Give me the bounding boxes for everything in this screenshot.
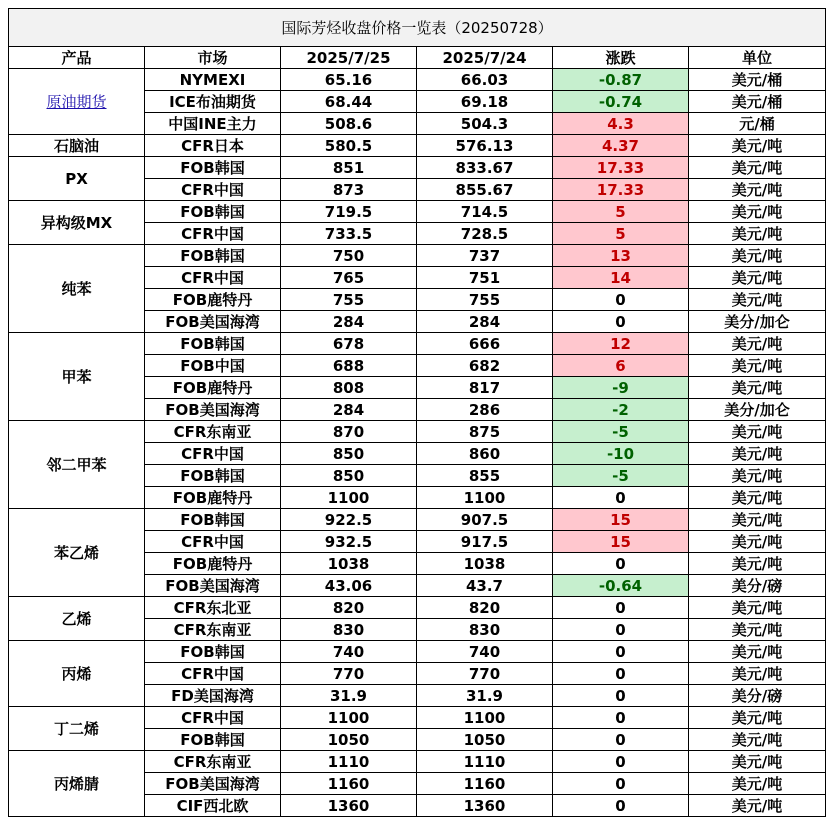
price-cell-1: 508.6: [281, 113, 417, 135]
table-title: 国际芳烃收盘价格一览表（20250728）: [9, 9, 826, 47]
unit-cell: 美元/吨: [689, 641, 826, 663]
price-cell-1: 808: [281, 377, 417, 399]
market-cell: FOB鹿特丹: [145, 289, 281, 311]
price-cell-1: 31.9: [281, 685, 417, 707]
price-cell-2: 69.18: [417, 91, 553, 113]
price-cell-2: 1110: [417, 751, 553, 773]
price-cell-2: 504.3: [417, 113, 553, 135]
unit-cell: 美元/吨: [689, 509, 826, 531]
change-cell: 0: [553, 487, 689, 509]
unit-cell: 美元/吨: [689, 729, 826, 751]
unit-cell: 美元/桶: [689, 69, 826, 91]
price-cell-1: 755: [281, 289, 417, 311]
unit-cell: 美元/吨: [689, 223, 826, 245]
product-cell[interactable]: [9, 69, 145, 135]
price-cell-1: 850: [281, 443, 417, 465]
unit-cell: 美元/吨: [689, 465, 826, 487]
product-cell: 丙烯: [9, 641, 145, 707]
price-table: [8, 8, 826, 817]
unit-cell: 美元/吨: [689, 355, 826, 377]
market-cell: FOB韩国: [145, 641, 281, 663]
change-cell: 14: [553, 267, 689, 289]
header-product: 产品: [9, 47, 145, 69]
market-cell: FD美国海湾: [145, 685, 281, 707]
price-cell-2: 1038: [417, 553, 553, 575]
unit-cell: 美元/吨: [689, 333, 826, 355]
price-cell-1: 870: [281, 421, 417, 443]
market-cell: CFR中国: [145, 443, 281, 465]
change-cell: 0: [553, 685, 689, 707]
header-date-2: 2025/7/24: [417, 47, 553, 69]
unit-cell: 美元/吨: [689, 553, 826, 575]
price-cell-1: 922.5: [281, 509, 417, 531]
change-cell: -0.74: [553, 91, 689, 113]
table-row: [9, 135, 826, 157]
market-cell: FOB美国海湾: [145, 575, 281, 597]
unit-cell: 元/桶: [689, 113, 826, 135]
change-cell: 5: [553, 201, 689, 223]
unit-cell: 美元/吨: [689, 773, 826, 795]
price-cell-2: 286: [417, 399, 553, 421]
change-cell: 0: [553, 619, 689, 641]
unit-cell: 美元/吨: [689, 289, 826, 311]
price-cell-2: 830: [417, 619, 553, 641]
change-cell: 0: [553, 289, 689, 311]
unit-cell: 美元/吨: [689, 751, 826, 773]
product-cell: 石脑油: [9, 135, 145, 157]
price-cell-1: 1100: [281, 487, 417, 509]
price-cell-2: 66.03: [417, 69, 553, 91]
change-cell: 12: [553, 333, 689, 355]
header-unit: 单位: [689, 47, 826, 69]
table-row: [9, 707, 826, 729]
price-cell-2: 284: [417, 311, 553, 333]
change-cell: 17.33: [553, 179, 689, 201]
market-cell: FOB韩国: [145, 509, 281, 531]
unit-cell: 美元/吨: [689, 487, 826, 509]
product-cell: 苯乙烯: [9, 509, 145, 597]
price-cell-1: 1038: [281, 553, 417, 575]
price-cell-1: 68.44: [281, 91, 417, 113]
unit-cell: 美元/吨: [689, 443, 826, 465]
unit-cell: 美元/吨: [689, 421, 826, 443]
price-cell-2: 43.7: [417, 575, 553, 597]
unit-cell: 美元/吨: [689, 179, 826, 201]
unit-cell: 美分/磅: [689, 575, 826, 597]
table-row: [9, 201, 826, 223]
price-cell-1: 284: [281, 399, 417, 421]
price-cell-2: 1100: [417, 707, 553, 729]
market-cell: CFR东南亚: [145, 421, 281, 443]
change-cell: -2: [553, 399, 689, 421]
change-cell: 17.33: [553, 157, 689, 179]
price-cell-1: 688: [281, 355, 417, 377]
change-cell: -10: [553, 443, 689, 465]
market-cell: CFR中国: [145, 663, 281, 685]
change-cell: 0: [553, 553, 689, 575]
price-cell-2: 820: [417, 597, 553, 619]
table-row: [9, 245, 826, 267]
price-cell-1: 850: [281, 465, 417, 487]
change-cell: 0: [553, 597, 689, 619]
price-cell-2: 1050: [417, 729, 553, 751]
price-cell-1: 284: [281, 311, 417, 333]
price-cell-2: 917.5: [417, 531, 553, 553]
market-cell: FOB韩国: [145, 729, 281, 751]
price-cell-2: 751: [417, 267, 553, 289]
price-cell-2: 740: [417, 641, 553, 663]
change-cell: 0: [553, 663, 689, 685]
price-cell-1: 770: [281, 663, 417, 685]
market-cell: CFR东北亚: [145, 597, 281, 619]
price-cell-2: 833.67: [417, 157, 553, 179]
change-cell: -5: [553, 421, 689, 443]
market-cell: CFR中国: [145, 531, 281, 553]
unit-cell: 美元/吨: [689, 795, 826, 817]
unit-cell: 美分/加仑: [689, 311, 826, 333]
change-cell: 0: [553, 707, 689, 729]
price-cell-1: 580.5: [281, 135, 417, 157]
price-cell-1: 820: [281, 597, 417, 619]
product-cell: 甲苯: [9, 333, 145, 421]
change-cell: -9: [553, 377, 689, 399]
change-cell: 5: [553, 223, 689, 245]
product-cell: 乙烯: [9, 597, 145, 641]
price-cell-2: 31.9: [417, 685, 553, 707]
header-row: [9, 47, 826, 69]
price-cell-1: 719.5: [281, 201, 417, 223]
unit-cell: 美元/吨: [689, 201, 826, 223]
change-cell: 0: [553, 773, 689, 795]
price-cell-1: 851: [281, 157, 417, 179]
change-cell: 0: [553, 311, 689, 333]
table-row: [9, 421, 826, 443]
unit-cell: 美元/吨: [689, 157, 826, 179]
unit-cell: 美元/吨: [689, 135, 826, 157]
price-cell-1: 740: [281, 641, 417, 663]
market-cell: CFR中国: [145, 223, 281, 245]
price-cell-1: 1050: [281, 729, 417, 751]
header-date-1: 2025/7/25: [281, 47, 417, 69]
price-cell-2: 770: [417, 663, 553, 685]
market-cell: 中国INE主力: [145, 113, 281, 135]
price-cell-2: 875: [417, 421, 553, 443]
market-cell: CFR日本: [145, 135, 281, 157]
market-cell: CFR中国: [145, 267, 281, 289]
unit-cell: 美元/吨: [689, 377, 826, 399]
price-cell-2: 576.13: [417, 135, 553, 157]
price-cell-1: 873: [281, 179, 417, 201]
change-cell: 0: [553, 641, 689, 663]
unit-cell: 美元/吨: [689, 597, 826, 619]
change-cell: 15: [553, 531, 689, 553]
price-cell-2: 860: [417, 443, 553, 465]
price-cell-1: 1110: [281, 751, 417, 773]
market-cell: CIF西北欧: [145, 795, 281, 817]
market-cell: CFR中国: [145, 707, 281, 729]
price-cell-1: 43.06: [281, 575, 417, 597]
market-cell: FOB鹿特丹: [145, 487, 281, 509]
market-cell: FOB美国海湾: [145, 773, 281, 795]
price-cell-2: 755: [417, 289, 553, 311]
market-cell: CFR中国: [145, 179, 281, 201]
price-cell-2: 907.5: [417, 509, 553, 531]
product-cell: 纯苯: [9, 245, 145, 333]
price-cell-2: 666: [417, 333, 553, 355]
unit-cell: 美分/加仑: [689, 399, 826, 421]
market-cell: FOB韩国: [145, 465, 281, 487]
unit-cell: 美元/吨: [689, 245, 826, 267]
price-cell-1: 830: [281, 619, 417, 641]
market-cell: FOB中国: [145, 355, 281, 377]
table-row: [9, 597, 826, 619]
unit-cell: 美元/桶: [689, 91, 826, 113]
unit-cell: 美元/吨: [689, 619, 826, 641]
price-cell-1: 1100: [281, 707, 417, 729]
price-cell-1: 765: [281, 267, 417, 289]
price-cell-1: 1160: [281, 773, 417, 795]
change-cell: -5: [553, 465, 689, 487]
market-cell: CFR东南亚: [145, 751, 281, 773]
price-cell-1: 733.5: [281, 223, 417, 245]
price-cell-2: 1100: [417, 487, 553, 509]
market-cell: FOB美国海湾: [145, 399, 281, 421]
market-cell: CFR东南亚: [145, 619, 281, 641]
table-row: [9, 509, 826, 531]
product-cell: 丙烯腈: [9, 751, 145, 817]
market-cell: FOB鹿特丹: [145, 377, 281, 399]
price-cell-1: 750: [281, 245, 417, 267]
price-cell-2: 855.67: [417, 179, 553, 201]
unit-cell: 美元/吨: [689, 663, 826, 685]
price-cell-1: 65.16: [281, 69, 417, 91]
price-cell-2: 682: [417, 355, 553, 377]
unit-cell: 美元/吨: [689, 531, 826, 553]
table-row: [9, 333, 826, 355]
price-cell-2: 855: [417, 465, 553, 487]
table-row: [9, 751, 826, 773]
unit-cell: 美元/吨: [689, 267, 826, 289]
price-cell-2: 1360: [417, 795, 553, 817]
change-cell: -0.64: [553, 575, 689, 597]
change-cell: 13: [553, 245, 689, 267]
change-cell: 0: [553, 729, 689, 751]
table-body: [9, 69, 826, 817]
product-link[interactable]: 原油期货: [46, 92, 107, 111]
market-cell: FOB韩国: [145, 201, 281, 223]
price-cell-1: 932.5: [281, 531, 417, 553]
market-cell: FOB韩国: [145, 157, 281, 179]
table-row: [9, 641, 826, 663]
price-cell-2: 714.5: [417, 201, 553, 223]
change-cell: 6: [553, 355, 689, 377]
market-cell: FOB韩国: [145, 245, 281, 267]
header-change: 涨跌: [553, 47, 689, 69]
product-cell: 丁二烯: [9, 707, 145, 751]
price-cell-2: 728.5: [417, 223, 553, 245]
product-cell: 异构级MX: [9, 201, 145, 245]
price-cell-1: 678: [281, 333, 417, 355]
market-cell: FOB鹿特丹: [145, 553, 281, 575]
market-cell: FOB美国海湾: [145, 311, 281, 333]
change-cell: 15: [553, 509, 689, 531]
change-cell: 0: [553, 795, 689, 817]
unit-cell: 美分/磅: [689, 685, 826, 707]
price-cell-2: 737: [417, 245, 553, 267]
market-cell: ICE布油期货: [145, 91, 281, 113]
table-row: [9, 69, 826, 91]
change-cell: 4.37: [553, 135, 689, 157]
market-cell: NYMEXI: [145, 69, 281, 91]
product-cell: 邻二甲苯: [9, 421, 145, 509]
price-cell-2: 817: [417, 377, 553, 399]
product-cell: PX: [9, 157, 145, 201]
price-cell-2: 1160: [417, 773, 553, 795]
table-row: [9, 157, 826, 179]
unit-cell: 美元/吨: [689, 707, 826, 729]
market-cell: FOB韩国: [145, 333, 281, 355]
price-cell-1: 1360: [281, 795, 417, 817]
change-cell: -0.87: [553, 69, 689, 91]
header-market: 市场: [145, 47, 281, 69]
change-cell: 0: [553, 751, 689, 773]
change-cell: 4.3: [553, 113, 689, 135]
